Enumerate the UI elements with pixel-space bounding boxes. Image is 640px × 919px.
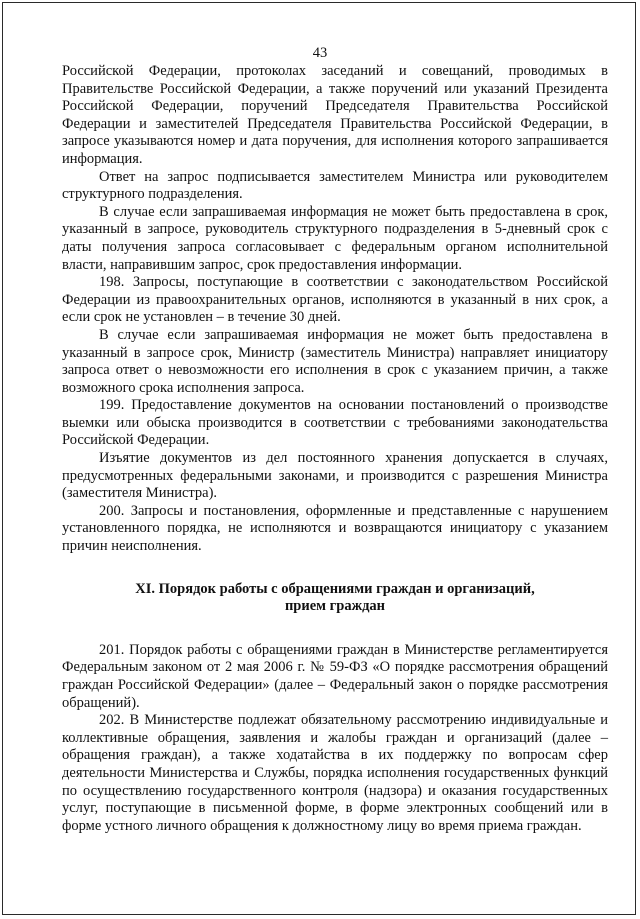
section-heading xyxy=(62,581,608,616)
paragraph-document-withdrawal: Изъятие документов из дел постоянного хранения допускается в случаях, предусмотренных федеральными законами, и производится с разрешения Министра (заместителя Министра). xyxy=(62,450,608,502)
section-heading-line-2: прием граждан xyxy=(284,598,386,615)
paragraph-continuation: Российской Федерации, протоколах заседаний и совещаний, проводимых в Правительстве Российской Федерации, а также поручений или указаний Президента Российской Федерации, поручений Председателя Правительства Российской Федерации и заместителей Председателя Правительства Российской Федерации, в запросе указываются номер и дата поручения, для исполнения которого запрашивается информация. xyxy=(62,63,608,167)
paragraph-item-199: 199. Предоставление документов на основании постановлений о производстве выемки или обыска производится в соответствии с требованиями законодательства Российской Федерации. xyxy=(62,397,608,449)
paragraph-item-201: 201. Порядок работы с обращениями граждан в Министерстве регламентируется Федеральным законом от 2 мая 2006 г. № 59-ФЗ «О порядке рассмотрения обращений граждан Российской Федерации» (далее – Федеральный закон о порядке рассмотрения обращений). xyxy=(62,641,608,711)
paragraph-item-198: 198. Запросы, поступающие в соответствии с законодательством Российской Федерации из правоохранительных органов, исполняются в указанный в них срок, а если срок не установлен – в течение 30 дней. xyxy=(62,274,608,326)
page-number: 43 xyxy=(312,45,328,61)
paragraph-impossibility-reply: В случае если запрашиваемая информация не может быть предоставлена в указанный в запросе срок, Министр (заместитель Министра) направляет инициатору запроса ответ о невозможности его исполнения в срок с указанием причин, а также возможного срока исполнения запроса. xyxy=(62,326,608,396)
document-body xyxy=(62,63,608,835)
paragraph-reply-signature: Ответ на запрос подписывается заместителем Министра или руководителем структурного подразделения. xyxy=(62,168,608,203)
paragraph-deadline-agreement: В случае если запрашиваемая информация не может быть предоставлена в срок, указанный в запросе, руководитель структурного подразделения в 5-дневный срок с даты получения запроса согласовывает с федеральным органом исполнительной власти, направившим запрос, срок предоставления информации. xyxy=(62,203,608,273)
paragraph-item-202: 202. В Министерстве подлежат обязательному рассмотрению индивидуальные и коллективные обращения, заявления и жалобы граждан и организаций (далее – обращения граждан), а также ходатайства в их поддержку по вопросам сфер деятельности Министерства и Службы, порядка исполнения государственных функций по осуществлению государственного контроля (надзора) и оказания государственных услуг, поступающие в письменной форме, в форме электронных сообщений или в форме устного личного обращения к должностному лицу во время приема граждан. xyxy=(62,712,608,834)
paragraph-item-200: 200. Запросы и постановления, оформленные и представленные с нарушением установленного порядка, не исполняются и возвращаются инициатору с указанием причин неисполнения. xyxy=(62,502,608,555)
section-heading-line-1: XI. Порядок работы с обращениями граждан и организаций, xyxy=(135,580,535,597)
